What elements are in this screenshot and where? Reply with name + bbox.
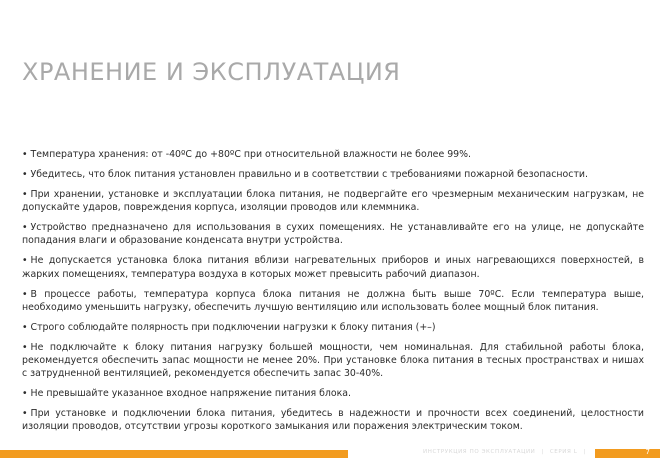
page-number: 7 xyxy=(645,448,650,456)
list-item-text: Не допускается установка блока питания вблизи нагревательных приборов и иных нагревающихся поверхностей, в жарких помещениях, температура воздуха в которых может превысить рабочий диапазон. xyxy=(22,255,644,280)
bullet-icon: • xyxy=(22,408,28,420)
list-item-text: В процессе работы, температура корпуса блока питания не должна быть выше 70ºС. Если температура выше, необходимо уменьшить нагрузку, обеспечить лучшую вентиляцию или использовать более мощный блок питания. xyxy=(22,288,644,313)
list-item-text: Не превышайте указанное входное напряжение питания блока. xyxy=(30,388,352,400)
list-item-text: При хранении, установке и эксплуатации блока питания, не подвергайте его чрезмерным механическим нагрузкам, не допускайте ударов, повреждения корпуса, изоляции проводов или клеммника. xyxy=(22,189,644,214)
bullet-icon: • xyxy=(22,321,28,333)
list-item xyxy=(22,407,644,433)
bullet-icon: • xyxy=(22,169,28,180)
footer-caption xyxy=(423,449,592,455)
footer-accent-bar xyxy=(0,450,348,458)
list-item-text: Температура хранения: от -40ºС до +80ºС при относительной влажности не более 99%. xyxy=(30,149,472,160)
page-title: ХРАНЕНИЕ И ЭКСПЛУАТАЦИЯ xyxy=(22,58,401,86)
bullet-icon: • xyxy=(22,388,28,400)
list-item-text: Убедитесь, что блок питания установлен правильно и в соответствии с требованиями пожарной безопасности. xyxy=(30,169,588,180)
bullet-icon: • xyxy=(22,189,28,200)
bullet-icon: • xyxy=(22,288,28,300)
list-item xyxy=(22,168,644,181)
footer-manual-label: ИНСТРУКЦИЯ ПО ЭКСПЛУАТАЦИИ xyxy=(423,449,536,455)
list-item-text: При установке и подключении блока питания, убедитесь в надежности и прочности всех соединений, целостности изоляции проводов, отсутствии угрозы короткого замыкания или поражения электрическим током. xyxy=(22,408,644,433)
bullet-icon: • xyxy=(22,222,28,234)
list-item-text: Не подключайте к блоку питания нагрузку большей мощности, чем номинальная. Для стабильной работы блока, рекомендуется обеспечить запас мощности не менее 20%. При установке блока питания в тесных пространствах и нишах с затрудненной вентиляцией, рекомендуется обеспечить запас 30-40%. xyxy=(22,341,644,380)
list-item xyxy=(22,148,644,161)
bullet-icon: • xyxy=(22,341,28,353)
bullet-list xyxy=(22,148,644,440)
list-item xyxy=(22,221,644,247)
list-item xyxy=(22,188,644,214)
bullet-icon: • xyxy=(22,149,28,160)
page-number-box xyxy=(595,449,660,458)
list-item-text: Строго соблюдайте полярность при подключении нагрузки к блоку питания (+–) xyxy=(30,321,436,333)
list-item xyxy=(22,341,644,381)
bullet-icon: • xyxy=(22,255,28,267)
footer-separator: | xyxy=(541,449,544,455)
list-item xyxy=(22,387,644,400)
list-item-text: Устройство предназначено для использования в сухих помещениях. Не устанавливайте его на улице, не допускайте попадания влаги и образование конденсата внутри устройства. xyxy=(22,222,644,247)
footer-separator: | xyxy=(583,449,586,455)
list-item xyxy=(22,288,644,314)
footer-series-label: СЕРИЯ L xyxy=(549,449,578,455)
list-item xyxy=(22,254,644,280)
list-item xyxy=(22,321,644,334)
